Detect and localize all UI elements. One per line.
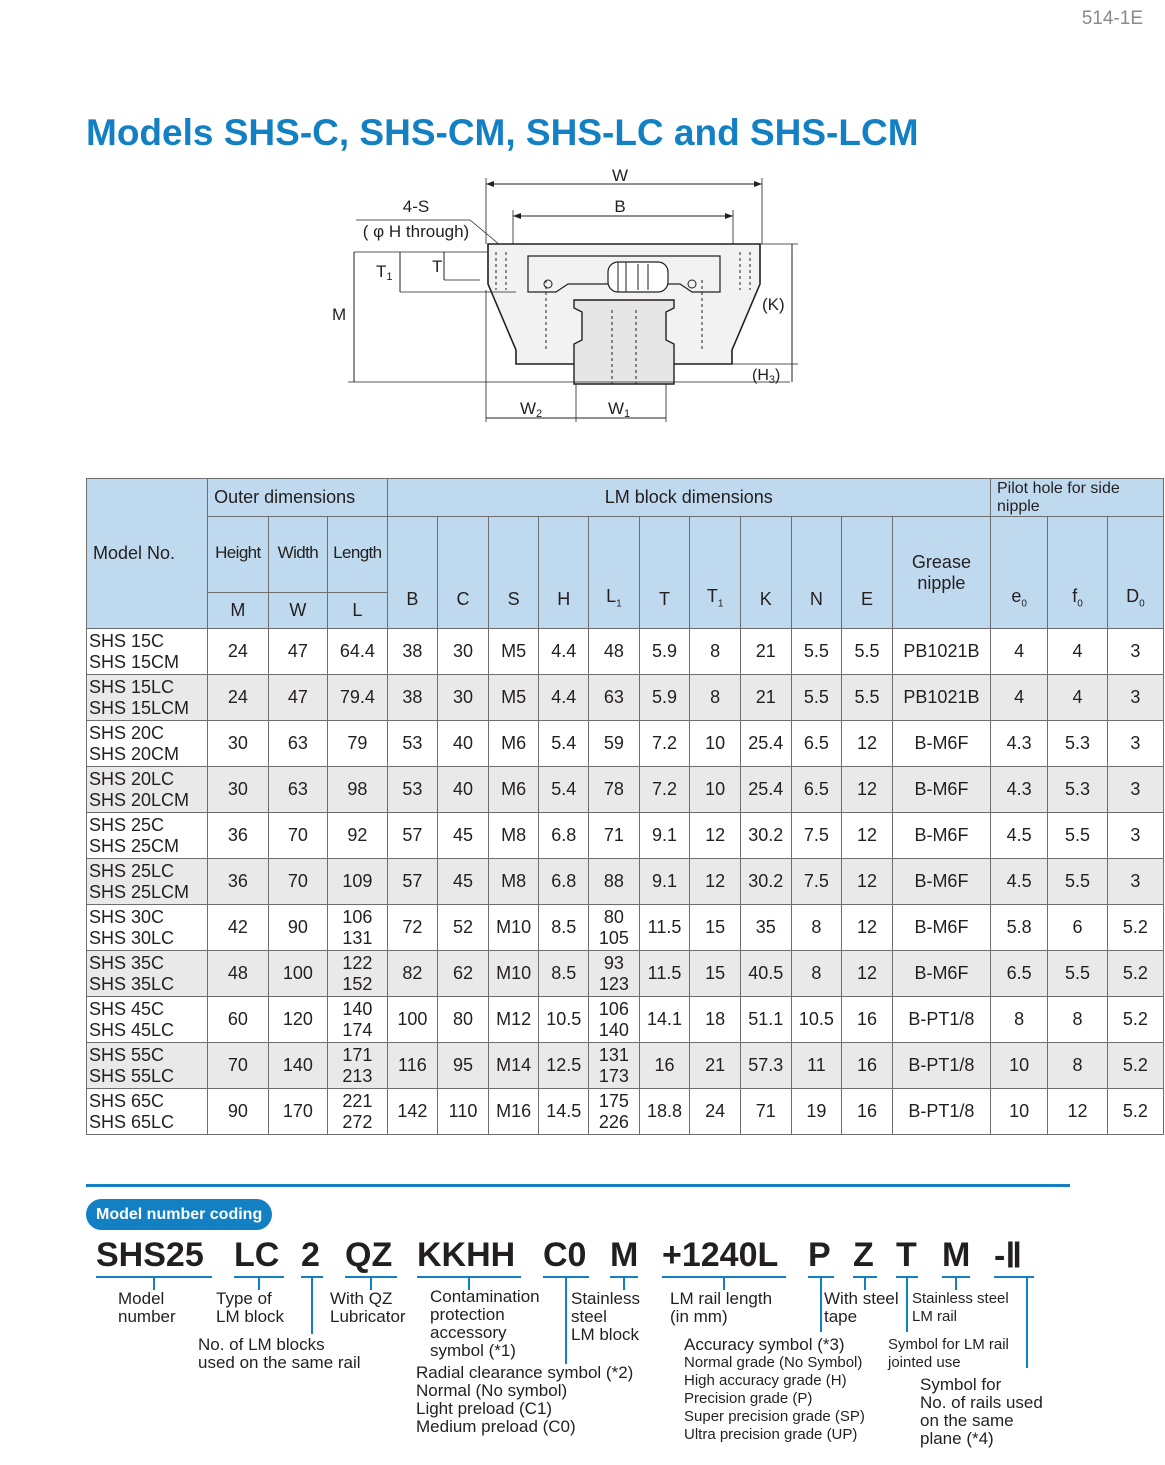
cell-b: 53 [387, 767, 438, 813]
cell-grease-nipple: B-M6F [892, 951, 990, 997]
cell-n: 5.5 [791, 675, 842, 721]
cell-n: 7.5 [791, 813, 842, 859]
cell-l1: 48 [589, 629, 640, 675]
header-c: C [438, 517, 489, 629]
header-height: Height [208, 517, 269, 593]
model-cell: SHS 15LC SHS 15LCM [87, 675, 208, 721]
cell-t: 14.1 [639, 997, 690, 1043]
cell-h: 4.4 [539, 629, 589, 675]
cell-f0: 4 [1048, 629, 1107, 675]
leader-line [906, 1276, 908, 1332]
model-cell: SHS 55C SHS 55LC [87, 1043, 208, 1089]
cell-l1: 63 [589, 675, 640, 721]
header-f0: $f_0$ [1048, 517, 1107, 629]
cell-w: 90 [268, 905, 327, 951]
table-row [87, 951, 1164, 997]
cell-w: 70 [268, 813, 327, 859]
cell-t1: 15 [690, 905, 741, 951]
cell-n: 8 [791, 951, 842, 997]
cell-n: 6.5 [791, 721, 842, 767]
cell-f0: 8 [1048, 997, 1107, 1043]
cell-n: 11 [791, 1043, 842, 1089]
label-accuracy: Accuracy symbol (*3) Normal grade (No Symbol) High accuracy grade (H) Precision grade (P) Super precision grade (SP) Ultra precision grade (UP) [684, 1335, 865, 1443]
cell-c: 62 [438, 951, 489, 997]
cell-m: 48 [208, 951, 269, 997]
cell-f0: 8 [1048, 1043, 1107, 1089]
cell-h: 6.8 [539, 859, 589, 905]
cell-h: 5.4 [539, 767, 589, 813]
cell-n: 6.5 [791, 767, 842, 813]
cell-h: 12.5 [539, 1043, 589, 1089]
leader-line [153, 1276, 155, 1290]
dim-k-label: (K) [762, 295, 785, 314]
cell-c: 95 [438, 1043, 489, 1089]
cell-e: 16 [842, 1043, 893, 1089]
cell-e: 12 [842, 905, 893, 951]
code-rails-used: -Ⅱ [994, 1237, 1023, 1275]
cell-w: 100 [268, 951, 327, 997]
cell-c: 45 [438, 859, 489, 905]
cell-k: 30.2 [740, 813, 791, 859]
header-grease-nipple: Grease nipple [892, 517, 990, 629]
cell-e: 12 [842, 721, 893, 767]
cell-c: 110 [438, 1089, 489, 1135]
cell-s: M5 [488, 675, 539, 721]
cell-m: 36 [208, 813, 269, 859]
label-jointed-use: Symbol for LM rail jointed use [888, 1336, 1009, 1371]
cell-grease-nipple: B-PT1/8 [892, 1043, 990, 1089]
cell-n: 8 [791, 905, 842, 951]
code-kkhh: KKHH [417, 1236, 516, 1274]
cell-e0: 5.8 [991, 905, 1048, 951]
code-lc: LC [234, 1236, 280, 1274]
label-stainless-rail: Stainless steel LM rail [912, 1290, 1009, 1325]
cell-grease-nipple: PB1021B [892, 629, 990, 675]
cell-w: 63 [268, 767, 327, 813]
page-title: Models SHS-C, SHS-CM, SHS-LC and SHS-LCM [86, 112, 919, 153]
dim-w-label: W [611, 166, 629, 185]
code-z: Z [853, 1236, 874, 1274]
dim-h3-label: (H3) [752, 367, 781, 386]
model-cell: SHS 35C SHS 35LC [87, 951, 208, 997]
code-blocks: 2 [301, 1236, 320, 1274]
cell-f0: 5.5 [1048, 813, 1107, 859]
cell-t1: 24 [690, 1089, 741, 1135]
cell-c: 80 [438, 997, 489, 1043]
model-cell: SHS 25C SHS 25CM [87, 813, 208, 859]
label-type-lm-block: Type of LM block [216, 1289, 285, 1326]
cell-k: 30.2 [740, 859, 791, 905]
cell-m: 42 [208, 905, 269, 951]
cell-s: M6 [488, 767, 539, 813]
cell-k: 51.1 [740, 997, 791, 1043]
cell-w: 170 [268, 1089, 327, 1135]
header-l1: $L_1$ [589, 517, 640, 629]
cell-w: 63 [268, 721, 327, 767]
table-row [87, 813, 1164, 859]
leader-line [565, 1276, 567, 1364]
cell-d0: 3 [1107, 813, 1163, 859]
cell-t: 5.9 [639, 675, 690, 721]
header-s: S [488, 517, 539, 629]
leader-line [723, 1276, 725, 1290]
cell-n: 19 [791, 1089, 842, 1135]
cell-w: 140 [268, 1043, 327, 1089]
label-model-number: Model number [118, 1289, 176, 1326]
cell-m: 30 [208, 721, 269, 767]
table-row [87, 1089, 1164, 1135]
cell-t1: 12 [690, 813, 741, 859]
cell-e0: 4.3 [991, 767, 1048, 813]
cell-e: 12 [842, 813, 893, 859]
cell-k: 21 [740, 675, 791, 721]
header-pilot-hole: Pilot hole for side nipple [991, 479, 1164, 517]
cell-e0: 4.3 [991, 721, 1048, 767]
cell-d0: 5.2 [1107, 951, 1163, 997]
cell-t1: 15 [690, 951, 741, 997]
code-m-block: M [610, 1236, 639, 1274]
header-m: M [208, 593, 269, 629]
leader-line [1026, 1276, 1028, 1368]
cell-k: 25.4 [740, 767, 791, 813]
cell-t: 16 [639, 1043, 690, 1089]
cell-t1: 12 [690, 859, 741, 905]
dim-4s-label: 4-S [402, 197, 430, 216]
label-qz-lubricator: With QZ Lubricator [330, 1289, 406, 1326]
header-outer-dimensions: Outer dimensions [208, 479, 387, 517]
cell-t1: 8 [690, 675, 741, 721]
cell-s: M6 [488, 721, 539, 767]
cell-h: 6.8 [539, 813, 589, 859]
model-cell: SHS 15C SHS 15CM [87, 629, 208, 675]
code-p: P [808, 1236, 831, 1274]
cell-c: 45 [438, 813, 489, 859]
model-coding-badge: Model number coding [86, 1199, 272, 1230]
cell-k: 21 [740, 629, 791, 675]
code-shs25: SHS25 [96, 1236, 204, 1274]
cell-f0: 5.5 [1048, 859, 1107, 905]
dim-w1-label: W1 [608, 399, 631, 420]
cell-m: 24 [208, 629, 269, 675]
cell-b: 116 [387, 1043, 438, 1089]
cell-t: 11.5 [639, 905, 690, 951]
cell-c: 40 [438, 721, 489, 767]
cell-l1: 88 [589, 859, 640, 905]
table-row [87, 859, 1164, 905]
cell-c: 30 [438, 629, 489, 675]
header-l: L [328, 593, 387, 629]
cell-h: 4.4 [539, 675, 589, 721]
cell-l: 98 [328, 767, 387, 813]
cell-b: 53 [387, 721, 438, 767]
cell-c: 30 [438, 675, 489, 721]
header-w: W [268, 593, 327, 629]
cell-l: 122 152 [328, 951, 387, 997]
label-radial-clearance: Radial clearance symbol (*2) Normal (No symbol) Light preload (C1) Medium preload (C0) [416, 1363, 634, 1436]
cell-l: 171 213 [328, 1043, 387, 1089]
header-model-no: Model No. [87, 479, 208, 629]
header-b: B [387, 517, 438, 629]
underline [994, 1276, 1034, 1278]
cell-e0: 8 [991, 997, 1048, 1043]
cell-e: 16 [842, 1089, 893, 1135]
cell-grease-nipple: B-M6F [892, 859, 990, 905]
cell-f0: 4 [1048, 675, 1107, 721]
model-cell: SHS 25LC SHS 25LCM [87, 859, 208, 905]
cell-s: M12 [488, 997, 539, 1043]
leader-line [623, 1276, 625, 1290]
cell-t1: 8 [690, 629, 741, 675]
cell-n: 7.5 [791, 859, 842, 905]
cell-w: 120 [268, 997, 327, 1043]
model-cell: SHS 65C SHS 65LC [87, 1089, 208, 1135]
cell-m: 60 [208, 997, 269, 1043]
cell-e: 16 [842, 997, 893, 1043]
cell-d0: 3 [1107, 767, 1163, 813]
cell-h: 8.5 [539, 905, 589, 951]
cell-m: 30 [208, 767, 269, 813]
cell-b: 57 [387, 813, 438, 859]
cell-t: 11.5 [639, 951, 690, 997]
cell-d0: 5.2 [1107, 905, 1163, 951]
model-cell: SHS 30C SHS 30LC [87, 905, 208, 951]
cell-l1: 78 [589, 767, 640, 813]
header-e: E [842, 517, 893, 629]
leader-line [370, 1276, 372, 1290]
leader-line [955, 1276, 957, 1290]
cell-e: 12 [842, 859, 893, 905]
cell-e0: 4 [991, 675, 1048, 721]
model-cell: SHS 20LC SHS 20LCM [87, 767, 208, 813]
cell-t: 5.9 [639, 629, 690, 675]
cell-e: 12 [842, 951, 893, 997]
cell-l: 92 [328, 813, 387, 859]
cell-t: 7.2 [639, 767, 690, 813]
dim-b-label: B [614, 197, 626, 216]
label-rail-length: LM rail length (in mm) [670, 1289, 773, 1326]
cell-t1: 10 [690, 767, 741, 813]
cell-k: 35 [740, 905, 791, 951]
code-m-rail: M [942, 1236, 971, 1274]
cell-h: 14.5 [539, 1089, 589, 1135]
cell-k: 57.3 [740, 1043, 791, 1089]
cell-n: 10.5 [791, 997, 842, 1043]
cell-w: 47 [268, 675, 327, 721]
cell-l1: 71 [589, 813, 640, 859]
cell-c: 40 [438, 767, 489, 813]
label-no-lm-blocks: No. of LM blocks used on the same rail [198, 1335, 361, 1372]
table-row [87, 721, 1164, 767]
cell-l1: 131 173 [589, 1043, 640, 1089]
cell-d0: 3 [1107, 859, 1163, 905]
cell-s: M10 [488, 951, 539, 997]
cell-f0: 12 [1048, 1089, 1107, 1135]
cell-w: 47 [268, 629, 327, 675]
cell-f0: 5.3 [1048, 721, 1107, 767]
cell-b: 38 [387, 629, 438, 675]
cell-grease-nipple: B-M6F [892, 767, 990, 813]
cell-e: 12 [842, 767, 893, 813]
cell-s: M8 [488, 813, 539, 859]
cell-h: 8.5 [539, 951, 589, 997]
cell-k: 25.4 [740, 721, 791, 767]
cell-f0: 5.5 [1048, 951, 1107, 997]
label-rails-used: Symbol for No. of rails used on the same plane (*4) [920, 1375, 1043, 1448]
cell-grease-nipple: B-M6F [892, 813, 990, 859]
table-row [87, 997, 1164, 1043]
cell-b: 142 [387, 1089, 438, 1135]
cell-s: M10 [488, 905, 539, 951]
cell-f0: 5.3 [1048, 767, 1107, 813]
section-divider [86, 1184, 1070, 1187]
cell-b: 72 [387, 905, 438, 951]
cell-t: 9.1 [639, 813, 690, 859]
cell-l: 64.4 [328, 629, 387, 675]
cell-m: 36 [208, 859, 269, 905]
cell-f0: 6 [1048, 905, 1107, 951]
cell-d0: 5.2 [1107, 997, 1163, 1043]
cell-e0: 10 [991, 1089, 1048, 1135]
cell-d0: 5.2 [1107, 1089, 1163, 1135]
cell-l1: 93 123 [589, 951, 640, 997]
header-width: Width [268, 517, 327, 593]
cell-k: 40.5 [740, 951, 791, 997]
cell-s: M8 [488, 859, 539, 905]
specification-table [86, 478, 1164, 1135]
dim-h-through-label: ( φ H through) [362, 222, 470, 241]
cell-t: 7.2 [639, 721, 690, 767]
cell-l1: 106 140 [589, 997, 640, 1043]
leader-line [864, 1276, 866, 1290]
header-length: Length [328, 517, 387, 593]
cell-grease-nipple: PB1021B [892, 675, 990, 721]
table-row [87, 629, 1164, 675]
header-lm-block-dimensions: LM block dimensions [387, 479, 990, 517]
cell-b: 38 [387, 675, 438, 721]
cell-m: 90 [208, 1089, 269, 1135]
cell-b: 100 [387, 997, 438, 1043]
cell-c: 52 [438, 905, 489, 951]
lm-block-cross-section-diagram [320, 160, 820, 430]
cell-l1: 80 105 [589, 905, 640, 951]
cell-d0: 3 [1107, 721, 1163, 767]
table-row [87, 905, 1164, 951]
cell-s: M14 [488, 1043, 539, 1089]
cell-t1: 18 [690, 997, 741, 1043]
cell-w: 70 [268, 859, 327, 905]
cell-grease-nipple: B-PT1/8 [892, 1089, 990, 1135]
cell-e0: 10 [991, 1043, 1048, 1089]
cell-t1: 21 [690, 1043, 741, 1089]
cell-l: 106 131 [328, 905, 387, 951]
code-rail-length: +1240L [662, 1236, 779, 1274]
cell-grease-nipple: B-M6F [892, 721, 990, 767]
header-t: T [639, 517, 690, 629]
label-contamination: Contamination protection accessory symbol (*1) [430, 1287, 540, 1360]
model-cell: SHS 45C SHS 45LC [87, 997, 208, 1043]
cell-e0: 4.5 [991, 859, 1048, 905]
cell-s: M5 [488, 629, 539, 675]
cell-t: 9.1 [639, 859, 690, 905]
cell-n: 5.5 [791, 629, 842, 675]
cell-e: 5.5 [842, 629, 893, 675]
header-e0: $e_0$ [991, 517, 1048, 629]
cell-e0: 4.5 [991, 813, 1048, 859]
cell-l1: 59 [589, 721, 640, 767]
cell-e0: 4 [991, 629, 1048, 675]
cell-e0: 6.5 [991, 951, 1048, 997]
header-t1: $T_1$ [690, 517, 741, 629]
table-row [87, 675, 1164, 721]
cell-l: 221 272 [328, 1089, 387, 1135]
cell-t: 18.8 [639, 1089, 690, 1135]
table-row [87, 767, 1164, 813]
cell-b: 57 [387, 859, 438, 905]
cell-grease-nipple: B-M6F [892, 905, 990, 951]
dim-t-label: T [432, 257, 443, 276]
cell-h: 10.5 [539, 997, 589, 1043]
code-c0: C0 [543, 1236, 587, 1274]
header-d0: $D_0$ [1107, 517, 1163, 629]
cell-l: 109 [328, 859, 387, 905]
model-cell: SHS 20C SHS 20CM [87, 721, 208, 767]
cell-h: 5.4 [539, 721, 589, 767]
dim-t1-label: T1 [376, 262, 393, 283]
cell-d0: 3 [1107, 629, 1163, 675]
cell-s: M16 [488, 1089, 539, 1135]
leader-line [820, 1276, 822, 1332]
dim-w2-label: W2 [520, 399, 543, 420]
header-k: K [740, 517, 791, 629]
cell-t1: 10 [690, 721, 741, 767]
leader-line [258, 1276, 260, 1290]
cell-grease-nipple: B-PT1/8 [892, 997, 990, 1043]
cell-l1: 175 226 [589, 1089, 640, 1135]
cell-m: 24 [208, 675, 269, 721]
code-qz: QZ [345, 1236, 393, 1274]
cell-l: 79 [328, 721, 387, 767]
header-n: N [791, 517, 842, 629]
label-stainless-block: Stainless steel LM block [571, 1289, 640, 1344]
cell-d0: 3 [1107, 675, 1163, 721]
cell-d0: 5.2 [1107, 1043, 1163, 1089]
code-t: T [896, 1236, 917, 1274]
cell-b: 82 [387, 951, 438, 997]
page-number: 514-1E [1081, 8, 1143, 29]
table-row [87, 1043, 1164, 1089]
cell-l: 79.4 [328, 675, 387, 721]
cell-e: 5.5 [842, 675, 893, 721]
dim-m-label: M [332, 305, 347, 324]
leader-line [311, 1276, 313, 1334]
cell-k: 71 [740, 1089, 791, 1135]
header-h: H [539, 517, 589, 629]
label-steel-tape: With steel tape [824, 1289, 899, 1326]
cell-m: 70 [208, 1043, 269, 1089]
cell-l: 140 174 [328, 997, 387, 1043]
